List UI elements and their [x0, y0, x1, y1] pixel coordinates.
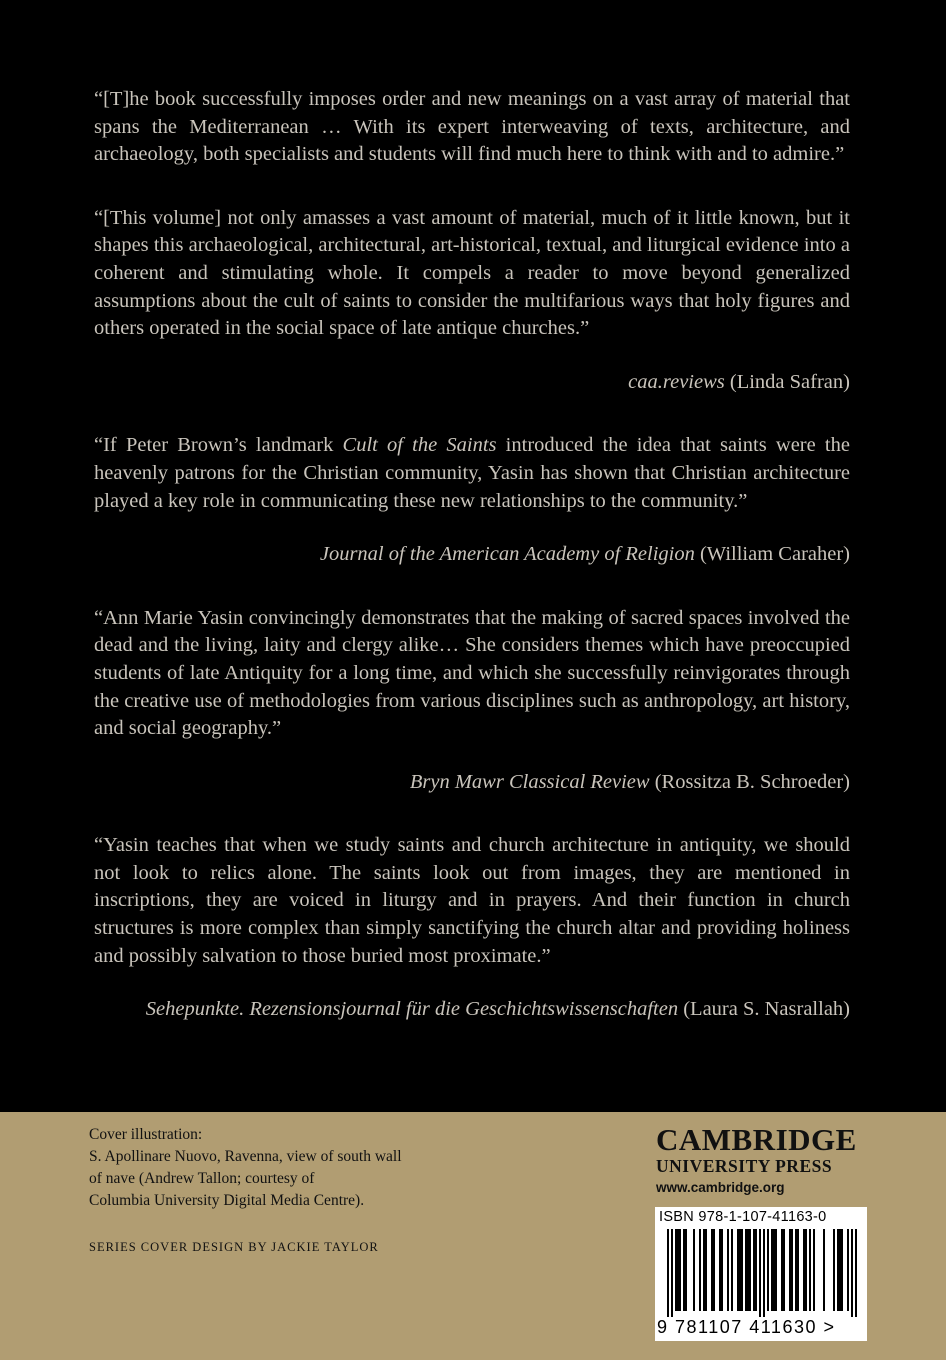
barcode-digits: 9 781107 411630 >: [657, 1317, 836, 1337]
review-reviewer-4: (Rossitza B. Schroeder): [654, 770, 850, 793]
isbn-label: ISBN 978-1-107-41163-0: [659, 1209, 827, 1225]
review-attribution-4: [94, 769, 850, 797]
barcode-bar: [809, 1229, 811, 1311]
review-quote-5: “Yasin teaches that when we study saints and church architecture in antiquity, we should not look to relics alone. The saints look out from images, they are mentioned in inscriptions, they are voiced in liturgy and in prayers. And their function in church structures is more complex than simply sanctifying the church altar and providing holiness and possibly salvation to those buried most proximate.”: [94, 834, 850, 967]
barcode-bar: [675, 1229, 677, 1311]
cover-credit-line-3: Columbia University Digital Media Centre).: [89, 1192, 365, 1209]
barcode-bar: [763, 1229, 765, 1317]
barcode-bar: [789, 1229, 791, 1311]
barcode-bar: [855, 1229, 857, 1317]
barcode-bar: [703, 1229, 705, 1311]
publisher-name: CAMBRIDGE: [656, 1122, 857, 1157]
barcode-bar: [727, 1229, 729, 1311]
barcode-bar: [739, 1229, 741, 1311]
barcode: [655, 1207, 867, 1341]
footer-band: [0, 1112, 946, 1360]
review-reviewer-2: (Linda Safran): [729, 370, 850, 393]
cover-credit-line-1: S. Apollinare Nuovo, Ravenna, view of south wall: [89, 1148, 402, 1165]
barcode-bar: [721, 1229, 723, 1311]
barcode-bar: [841, 1229, 843, 1311]
review-source-4: Bryn Mawr Classical Review: [409, 770, 650, 793]
barcode-bar: [803, 1229, 805, 1311]
review-quote-3: [94, 432, 850, 515]
review-reviewer-3: (William Caraher): [699, 543, 850, 566]
barcode-bar: [679, 1229, 681, 1311]
barcode-bar: [759, 1229, 761, 1317]
barcode-bar: [773, 1229, 775, 1311]
barcode-bar: [737, 1229, 739, 1311]
barcode-bar: [745, 1229, 747, 1311]
barcode-bar: [705, 1229, 707, 1311]
barcode-bar: [667, 1229, 669, 1317]
review-attribution-3: [94, 541, 850, 569]
barcode-bar: [797, 1229, 799, 1311]
barcode-bar: [771, 1229, 773, 1311]
cover-credit-line-2: of nave (Andrew Tallon; courtesy of: [89, 1170, 315, 1187]
barcode-bar: [823, 1229, 825, 1311]
barcode-bar: [813, 1229, 815, 1311]
cover-credit-heading: Cover illustration:: [89, 1126, 203, 1143]
cover-credits: [89, 1124, 449, 1212]
barcode-bar: [851, 1229, 853, 1317]
review-quote-3-after: introduced the idea that saints were the heavenly patrons for the Christian community, Yasin has shown that Christian architecture played a key role in communicating these new relationships to the community.”: [94, 434, 850, 512]
barcode-bar: [693, 1229, 695, 1311]
barcode-bar: [791, 1229, 793, 1311]
review-source-5: Sehepunkte. Rezensionsjournal für die Geschichtswissenschaften: [145, 998, 679, 1021]
barcode-bar: [839, 1229, 841, 1311]
barcode-bar: [699, 1229, 701, 1311]
barcode-bar: [755, 1229, 757, 1311]
series-design-credit: SERIES COVER DESIGN BY JACKIE TAYLOR: [89, 1240, 379, 1254]
barcode-bars: [659, 1229, 863, 1317]
review-attribution-5: [94, 996, 850, 1024]
barcode-bar: [671, 1229, 673, 1317]
barcode-bar: [713, 1229, 715, 1311]
barcode-bar: [753, 1229, 755, 1311]
review-reviewer-5: (Laura S. Nasrallah): [683, 998, 850, 1021]
barcode-bar: [775, 1229, 777, 1311]
barcode-bar: [719, 1229, 721, 1311]
publisher-logo: [656, 1124, 868, 1200]
barcode-bar: [711, 1229, 713, 1311]
review-attribution-2: [94, 369, 850, 397]
barcode-bar: [731, 1229, 733, 1311]
barcode-bar: [741, 1229, 743, 1311]
review-source-3: Journal of the American Academy of Religion: [319, 543, 695, 566]
review-quote-3-title: Cult of the Saints: [342, 434, 497, 457]
barcode-bar: [781, 1229, 783, 1311]
barcode-bar: [685, 1229, 687, 1311]
barcode-bar: [677, 1229, 679, 1311]
barcode-bar: [833, 1229, 835, 1311]
barcode-bar: [795, 1229, 797, 1311]
review-source-2: caa.reviews: [628, 370, 725, 393]
barcode-bar: [749, 1229, 751, 1311]
reviews-section: [94, 86, 850, 1024]
publisher-subtitle: UNIVERSITY PRESS: [656, 1156, 833, 1176]
barcode-bar: [805, 1229, 807, 1311]
publisher-url: www.cambridge.org: [656, 1180, 785, 1195]
review-quote-1: “[T]he book successfully imposes order and new meanings on a vast array of material that spans the Mediterranean … With its expert interweaving of texts, architecture, and archaeology, both specialists and students will find much here to think with and to admire.”: [94, 88, 850, 166]
barcode-bar: [767, 1229, 769, 1311]
barcode-bar: [847, 1229, 849, 1311]
review-quote-2: “[This volume] not only amasses a vast amount of material, much of it little known, but it shapes this archaeological, architectural, art-historical, textual, and liturgical evidence into a coherent and stimulating whole. It compels a reader to move beyond generalized assumptions about the cult of saints to consider the multifarious ways that holy figures and others operated in the social space of late antique churches.”: [94, 206, 850, 340]
review-quote-3-before: “If Peter Brown’s landmark: [94, 434, 343, 457]
barcode-bar: [837, 1229, 839, 1311]
review-quote-4: “Ann Marie Yasin convincingly demonstrates that the making of sacred spaces involved the dead and the living, laity and clergy alike… She considers themes which have preoccupied students of late Antiquity for a long time, and which she successfully reinvigorates through the creative use of methodologies from various disciplines such as anthropology, art history, and social geography.”: [94, 606, 850, 740]
barcode-bar: [747, 1229, 749, 1311]
barcode-bar: [683, 1229, 685, 1311]
barcode-bar: [783, 1229, 785, 1311]
